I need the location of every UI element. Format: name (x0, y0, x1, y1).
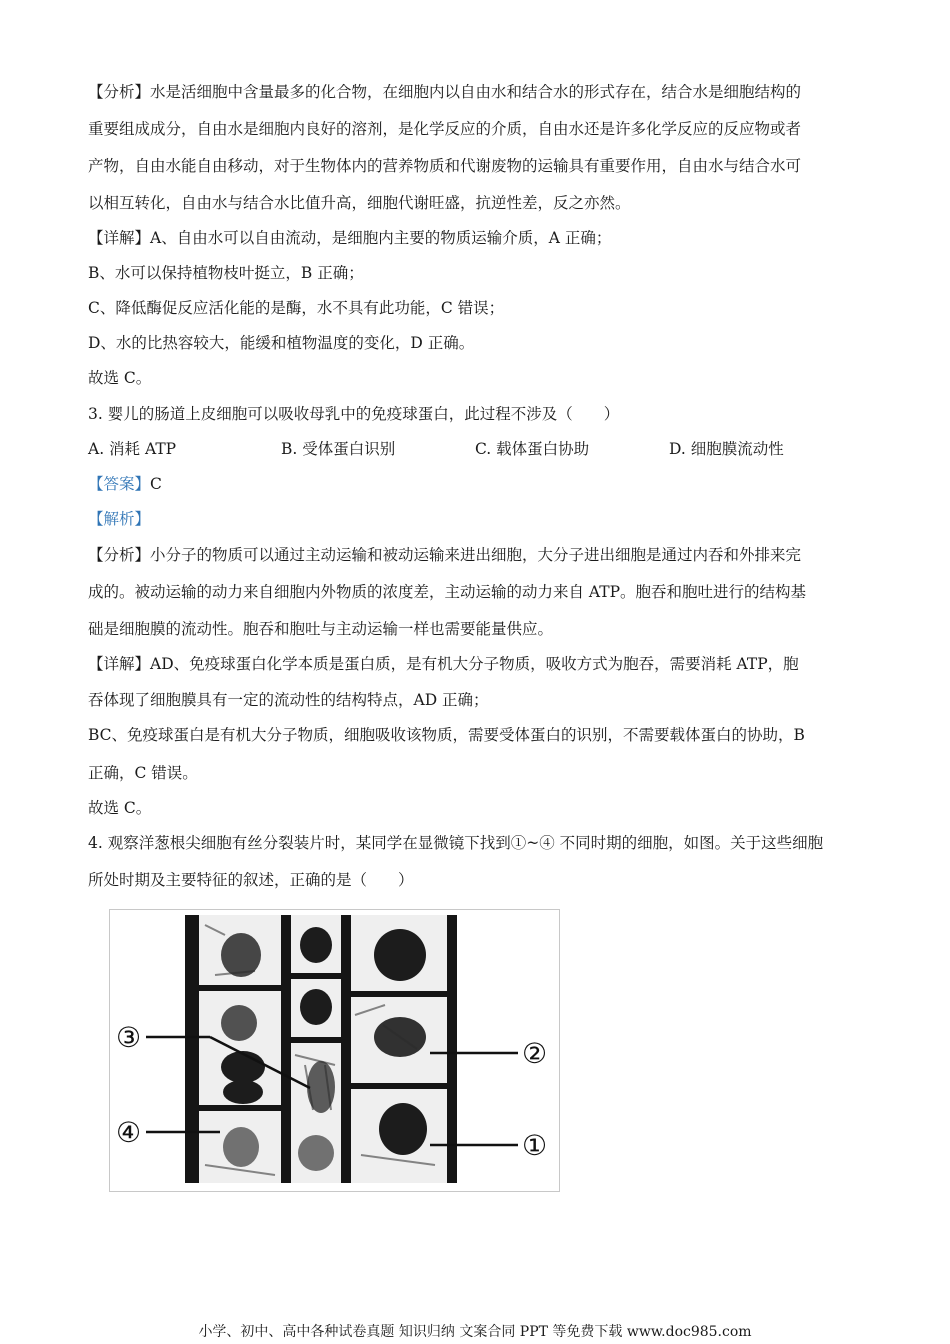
detail-line-b: B、水可以保持植物枝叶挺立，B 正确； (88, 264, 364, 282)
q3-option-d: D. 细胞膜流动性 (669, 440, 784, 458)
answer-label: 【答案】 (88, 475, 151, 493)
question-3-stem: 3. 婴儿的肠道上皮细胞可以吸收母乳中的免疫球蛋白，此过程不涉及（ ） (88, 405, 620, 423)
q3-detail-line: 正确，C 错误。 (88, 764, 198, 782)
q3-answer-line (88, 474, 162, 494)
conclusion-line: 故选 C。 (88, 369, 152, 387)
analysis-paragraph-line: 以相互转化，自由水与结合水比值升高，细胞代谢旺盛，抗逆性差，反之亦然。 (88, 194, 631, 212)
question-4-stem-line-2: 所处时期及主要特征的叙述，正确的是（ ） (88, 871, 414, 889)
detail-line-d: D、水的比热容较大，能缓和植物温度的变化，D 正确。 (88, 334, 475, 352)
q3-analysis-line: 础是细胞膜的流动性。胞吞和胞吐与主动运输一样也需要能量供应。 (88, 620, 554, 638)
detail-line-c: C、降低酶促反应活化能的是酶，水不具有此功能，C 错误； (88, 299, 505, 317)
q3-analysis-line: 成的。被动运输的动力来自细胞内外物质的浓度差，主动运输的动力来自 ATP。胞吞和胞吐进行的结构基 (88, 583, 807, 601)
analysis-paragraph-line: 重要组成成分，自由水是细胞内良好的溶剂，是化学反应的介质，自由水还是许多化学反应的反应物或者 (88, 120, 802, 138)
figure-label-2: ② (522, 1037, 548, 1070)
micrograph-figure (109, 909, 560, 1192)
q3-analysis-line: 【分析】小分子的物质可以通过主动运输和被动运输来进出细胞，大分子进出细胞是通过内吞和外排来完 (88, 546, 802, 564)
figure-label-overlay (110, 910, 559, 1191)
figure-label-1: ① (522, 1129, 548, 1162)
q3-option-a: A. 消耗 ATP (88, 440, 177, 458)
figure-label-3: ③ (116, 1021, 142, 1054)
q3-detail-line: 【详解】AD、免疫球蛋白化学本质是蛋白质，是有机大分子物质，吸收方式为胞吞，需要消耗 ATP，胞 (88, 655, 799, 673)
analysis-paragraph-line: 【分析】水是活细胞中含量最多的化合物，在细胞内以自由水和结合水的形式存在，结合水是细胞结构的 (88, 83, 802, 101)
q3-option-c: C. 载体蛋白协助 (475, 440, 590, 458)
figure-label-4: ④ (116, 1116, 142, 1149)
q3-detail-line: 吞体现了细胞膜具有一定的流动性的结构特点，AD 正确； (88, 691, 489, 709)
answer-value: C (150, 475, 162, 493)
q3-option-b: B. 受体蛋白识别 (281, 440, 396, 458)
question-4-stem-line-1: 4. 观察洋葱根尖细胞有丝分裂装片时，某同学在显微镜下找到①~④ 不同时期的细胞，如图。关于这些细胞 (88, 834, 824, 852)
detail-line-a: 【详解】A、自由水可以自由流动，是细胞内主要的物质运输介质，A 正确； (88, 229, 612, 247)
analysis-label: 【解析】 (88, 510, 151, 528)
page-footer: 小学、初中、高中各种试卷真题 知识归纳 文案合同 PPT 等免费下载 www.doc985.com (198, 1324, 752, 1340)
q3-conclusion-line: 故选 C。 (88, 799, 152, 817)
analysis-paragraph-line: 产物，自由水能自由移动，对于生物体内的营养物质和代谢废物的运输具有重要作用，自由水与结合水可 (88, 157, 802, 175)
label-3-pointer-line (210, 1037, 310, 1088)
q3-detail-line: BC、免疫球蛋白是有机大分子物质，细胞吸收该物质，需要受体蛋白的识别，不需要载体蛋白的协助，B (88, 726, 805, 744)
